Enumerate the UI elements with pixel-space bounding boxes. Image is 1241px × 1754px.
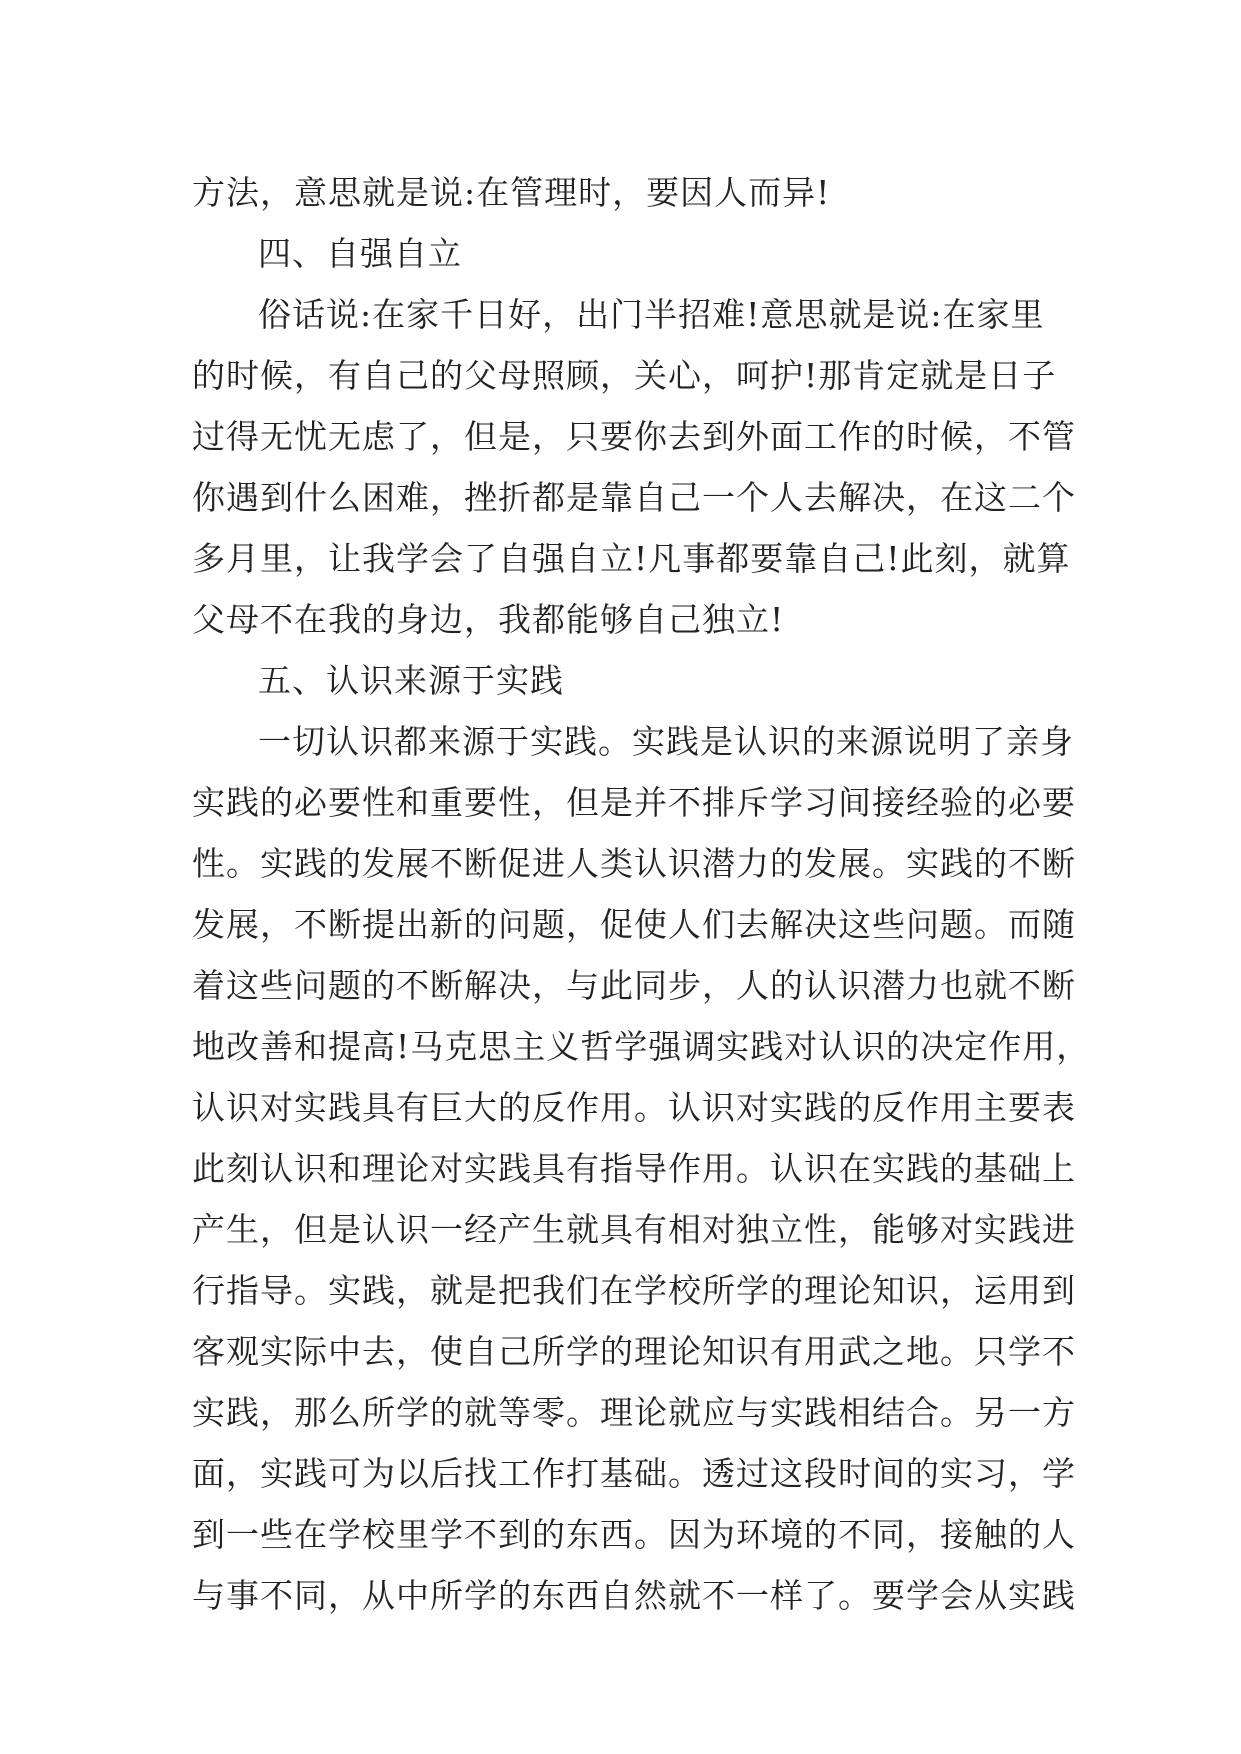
- document-body: [192, 162, 1091, 1626]
- text-line: 一切认识都来源于实践。实践是认识的来源说明了亲身: [258, 722, 1074, 761]
- text-line: 地改善和提高!马克思主义哲学强调实践对认识的决定作用，: [192, 1027, 1091, 1066]
- text-line: 着这些问题的不断解决，与此同步，人的认识潜力也就不断: [192, 966, 1076, 1005]
- text-line: 与事不同，从中所学的东西自然就不一样了。要学会从实践: [192, 1576, 1076, 1615]
- text-line: 父母不在我的身边，我都能够自己独立!: [192, 600, 785, 639]
- text-line: 客观实际中去，使自己所学的理论知识有用武之地。只学不: [192, 1332, 1076, 1371]
- text-line: 认识对实践具有巨大的反作用。认识对实践的反作用主要表: [192, 1088, 1076, 1127]
- text-line: 多月里，让我学会了自强自立!凡事都要靠自己!此刻，就算: [192, 539, 1071, 578]
- text-line: 实践的必要性和重要性，但是并不排斥学习间接经验的必要: [192, 783, 1076, 822]
- text-line: 产生，但是认识一经产生就具有相对独立性，能够对实践进: [192, 1210, 1076, 1249]
- text-line: 性。实践的发展不断促进人类认识潜力的发展。实践的不断: [192, 844, 1076, 883]
- text-line: 实践，那么所学的就等零。理论就应与实践相结合。另一方: [192, 1393, 1076, 1432]
- text-line: 行指导。实践，就是把我们在学校所学的理论知识，运用到: [192, 1271, 1076, 1310]
- text-line: 你遇到什么困难，挫折都是靠自己一个人去解决，在这二个: [192, 478, 1076, 517]
- section-heading: 四、自强自立: [258, 234, 462, 273]
- text-line: 过得无忧无虑了，但是，只要你去到外面工作的时候，不管: [192, 417, 1076, 456]
- text-line: 方法，意思就是说:在管理时，要因人而异!: [192, 173, 831, 212]
- text-line: 的时候，有自己的父母照顾，关心，呵护!那肯定就是日子: [192, 356, 1057, 395]
- text-line: 面，实践可为以后找工作打基础。透过这段时间的实习，学: [192, 1454, 1076, 1493]
- text-line: 此刻认识和理论对实践具有指导作用。认识在实践的基础上: [192, 1149, 1076, 1188]
- section-heading: 五、认识来源于实践: [258, 661, 564, 700]
- text-line: 俗话说:在家千日好，出门半招难!意思就是说:在家里: [258, 295, 1045, 334]
- text-line: 发展，不断提出新的问题，促使人们去解决这些问题。而随: [192, 905, 1076, 944]
- text-line: 到一些在学校里学不到的东西。因为环境的不同，接触的人: [192, 1515, 1076, 1554]
